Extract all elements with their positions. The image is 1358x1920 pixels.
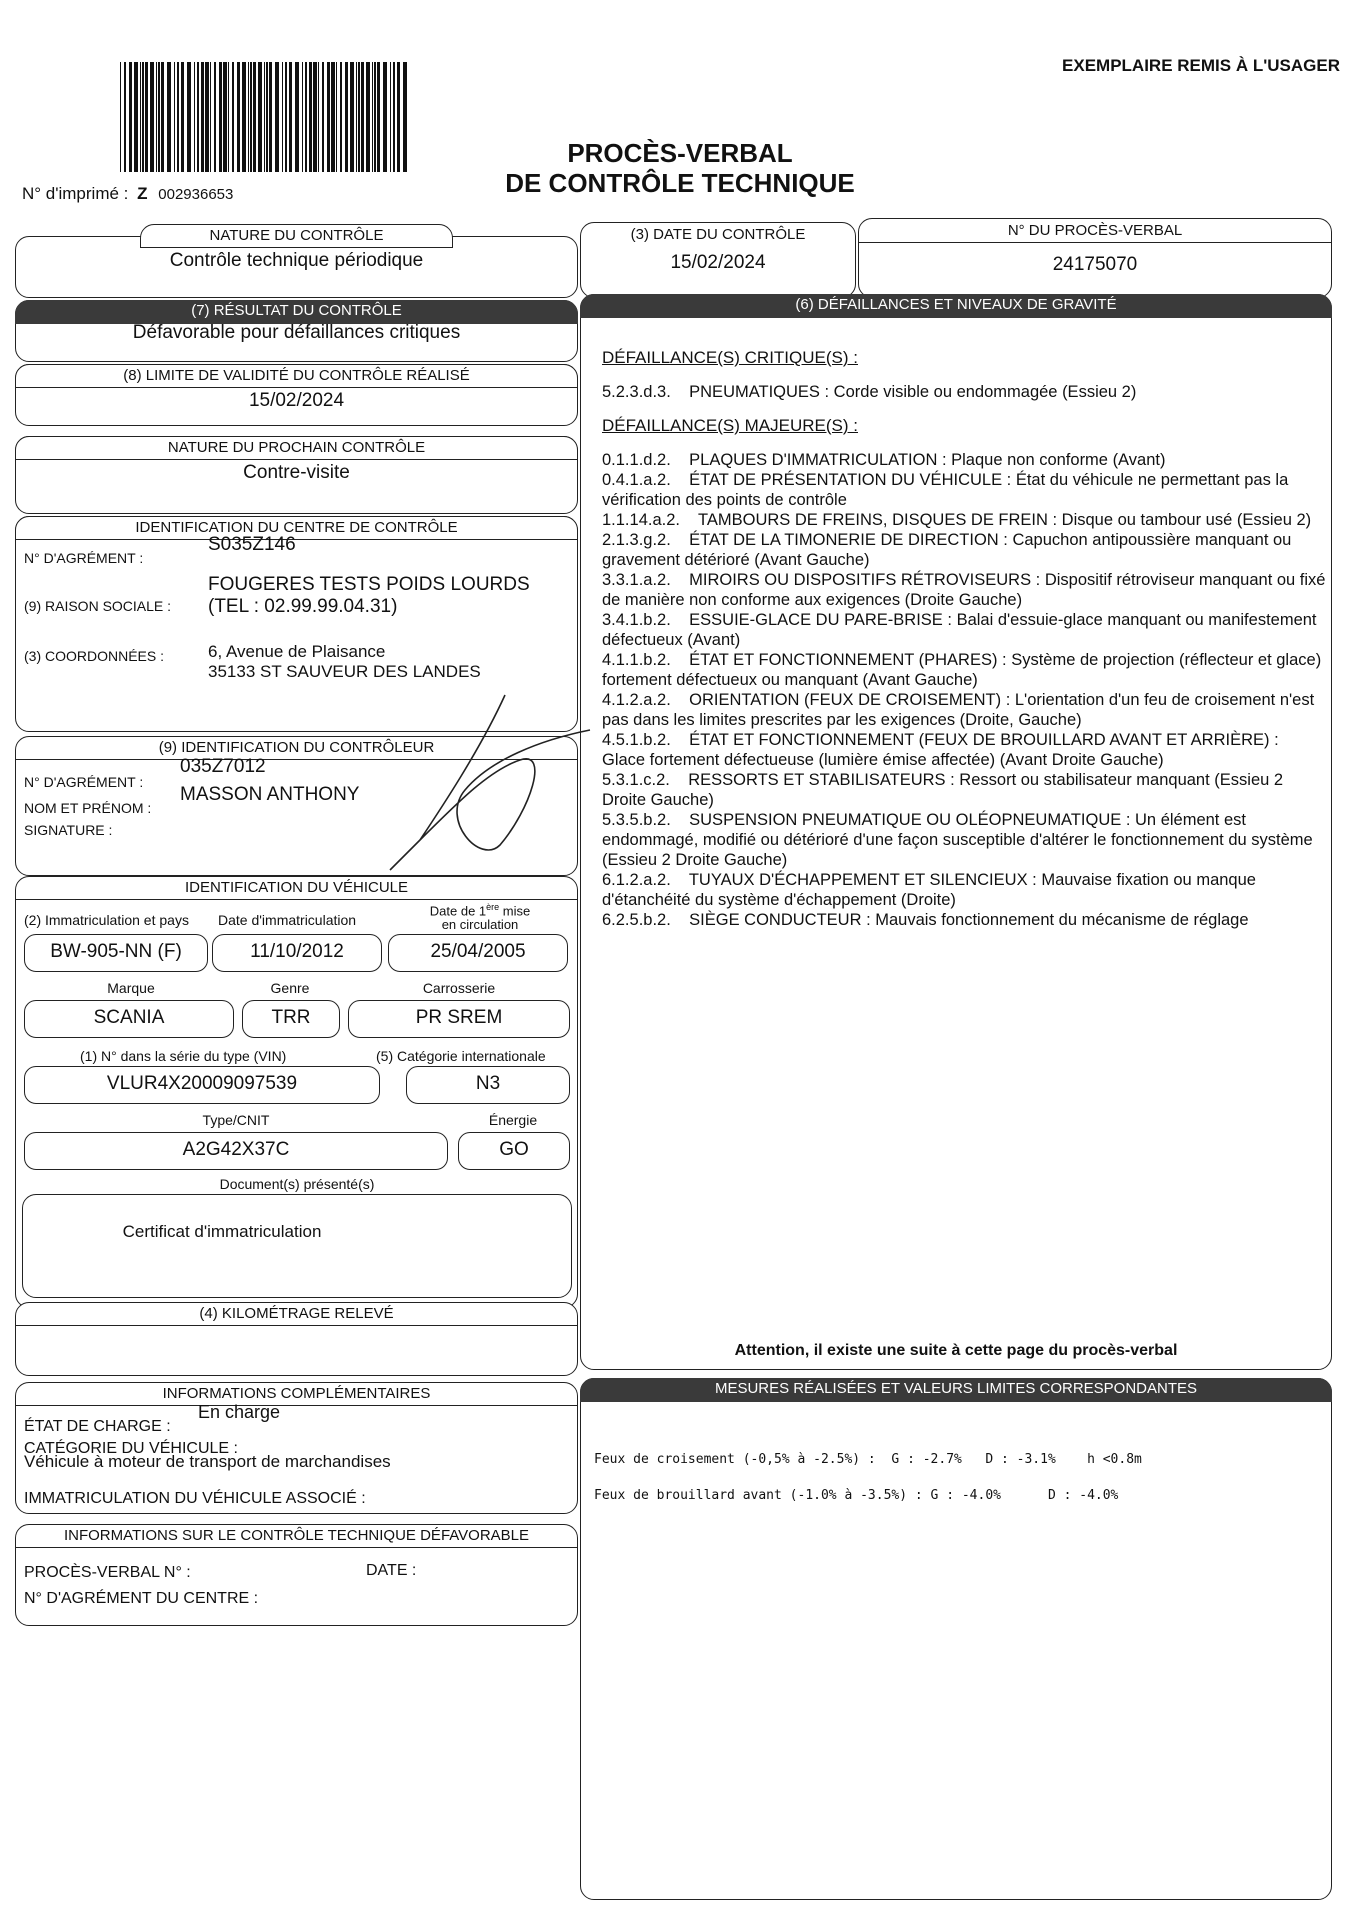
defect-item: 0.4.1.a.2. ÉTAT DE PRÉSENTATION DU VÉHICULE : État du véhicule ne permettant pas la vérification des points de contrôle <box>602 471 1293 509</box>
defect-item: 4.5.1.b.2. ÉTAT ET FONCTIONNEMENT (FEUX DE BROUILLARD AVANT ET ARRIÈRE) : Glace fortement défectueuse (lumière émise affectée) (Avant Droite Gauche) <box>602 731 1284 769</box>
barcode-bar <box>248 62 249 172</box>
etat-charge-label: ÉTAT DE CHARGE : <box>24 1418 171 1435</box>
barcode-bar <box>377 62 380 172</box>
centre-coord-line1: 6, Avenue de Plaisance <box>208 642 386 661</box>
vin-field: VLUR4X20009097539 <box>24 1066 380 1104</box>
critiques-heading: DÉFAILLANCE(S) CRITIQUE(S) : <box>602 348 858 367</box>
critiques-list <box>602 382 1326 402</box>
mise-circ-label-3: en circulation <box>441 917 519 933</box>
page-title-line1: PROCÈS-VERBAL <box>567 138 793 168</box>
vehicule-tab: IDENTIFICATION DU VÉHICULE <box>15 876 578 900</box>
barcode-bar <box>181 62 184 172</box>
numero-pv-label: N° DU PROCÈS-VERBAL <box>1007 222 1183 239</box>
barcode-bar <box>129 62 132 172</box>
carrosserie-field: PR SREM <box>348 1000 570 1038</box>
controleur-agrement: 035Z7012 <box>180 756 266 777</box>
defaillances-label: (6) DÉFAILLANCES ET NIVEAUX DE GRAVITÉ <box>795 296 1117 313</box>
barcode-bar <box>177 62 179 172</box>
barcode-bar <box>313 62 317 172</box>
barcode-bar <box>397 62 400 172</box>
date-immat-field: 11/10/2012 <box>212 934 382 972</box>
barcode-bar <box>161 62 164 172</box>
defect-item: 2.1.3.g.2. ÉTAT DE LA TIMONERIE DE DIRECTION : Capuchon antipoussière manquant ou gravement détérioré (Avant Gauche) <box>602 531 1296 569</box>
energie-label: Énergie <box>488 1112 538 1128</box>
infos-defav-tab: INFORMATIONS SUR LE CONTRÔLE TECHNIQUE DÉFAVORABLE <box>15 1524 578 1548</box>
print-number <box>22 184 233 204</box>
barcode-bar <box>390 62 391 172</box>
defect-item: 0.1.1.d.2. PLAQUES D'IMMATRICULATION : Plaque non conforme (Avant) <box>602 451 1166 469</box>
barcode-bar <box>232 62 234 172</box>
barcode-bar <box>145 62 148 172</box>
prochain-controle-value: Contre-visite <box>243 462 350 483</box>
documents-label: Document(s) présenté(s) <box>219 1176 375 1192</box>
limite-validite-tab: (8) LIMITE DE VALIDITÉ DU CONTRÔLE RÉALISÉ <box>15 364 578 388</box>
barcode-bar <box>350 62 354 172</box>
barcode-bar <box>197 62 199 172</box>
barcode-bar <box>305 62 307 172</box>
defaillances-content <box>602 348 1331 930</box>
mesure-line-1: Feux de croisement (-0,5% à -2.5%) : G : -2.7% D : -3.1% h <0.8m <box>594 1452 1142 1467</box>
defect-item: 5.3.5.b.2. SUSPENSION PNEUMATIQUE OU OLÉOPNEUMATIQUE : Un élément est endommagé, modifié ou détérioré d'une façon susceptible d'altérer le fonctionnement du système (Essieu 2 Droite Gauche) <box>602 811 1318 869</box>
centre-agrement: S035Z146 <box>208 534 296 555</box>
defect-item: 6.2.5.b.2. SIÈGE CONDUCTEUR : Mauvais fonctionnement du mécanisme de réglage <box>602 911 1249 929</box>
attention-note: Attention, il existe une suite à cette page du procès-verbal <box>734 1342 1178 1359</box>
barcode-bar <box>124 62 126 172</box>
barcode-bar <box>142 62 144 172</box>
barcode-bar <box>156 62 157 172</box>
print-number-value: 002936653 <box>158 186 234 203</box>
vin-label: (1) N° dans la série du type (VIN) <box>80 1048 287 1064</box>
barcode-bar <box>214 62 216 172</box>
barcode-bar <box>187 62 191 172</box>
barcode-bar <box>120 62 121 172</box>
controleur-nom-label: NOM ET PRÉNOM : <box>24 800 152 816</box>
genre-field: TRR <box>242 1000 340 1038</box>
barcode-bar <box>403 62 407 172</box>
marque-field: SCANIA <box>24 1000 234 1038</box>
mise-circ-field: 25/04/2005 <box>388 934 568 972</box>
barcode-bar <box>361 62 364 172</box>
centre-coord-line2: 35133 ST SAUVEUR DES LANDES <box>208 662 481 681</box>
defect-item: 6.1.2.a.2. TUYAUX D'ÉCHAPPEMENT ET SILENCIEUX : Mauvaise fixation ou manque d'étanchéité du système d'échappement (Droite) <box>602 871 1261 909</box>
barcode-bar <box>150 62 154 172</box>
copy-label: EXEMPLAIRE REMIS À L'USAGER <box>1062 56 1340 75</box>
barcode-bar <box>289 62 292 172</box>
infos-comp-tab: INFORMATIONS COMPLÉMENTAIRES <box>15 1382 578 1406</box>
controleur-signature-label: SIGNATURE : <box>24 822 113 838</box>
carrosserie-label: Carrosserie <box>422 980 496 996</box>
mesures-label: MESURES RÉALISÉES ET VALEURS LIMITES CORRESPONDANTES <box>714 1380 1198 1397</box>
mise-circ-label-2: mise <box>499 903 531 919</box>
date-controle-label: (3) DATE DU CONTRÔLE <box>630 226 806 243</box>
barcode-bar <box>158 62 160 172</box>
centre-agrement-defav-label: N° D'AGRÉMENT DU CENTRE : <box>24 1590 259 1607</box>
barcode-bar <box>228 62 229 172</box>
barcode-bar <box>331 62 335 172</box>
barcode-bar <box>264 62 265 172</box>
defect-item: 3.3.1.a.2. MIROIRS OU DISPOSITIFS RÉTROVISEURS : Dispositif rétroviseur manquant ou fixé de manière non conforme aux exigences (Droite Gauche) <box>602 571 1331 609</box>
centre-tab: IDENTIFICATION DU CENTRE DE CONTRÔLE <box>15 516 578 540</box>
barcode-bar <box>210 62 211 172</box>
majeures-heading: DÉFAILLANCE(S) MAJEURE(S) : <box>602 416 858 435</box>
energie-field: GO <box>458 1132 570 1170</box>
immat-field: BW-905-NN (F) <box>24 934 208 972</box>
defect-item: 1.1.14.a.2. TAMBOURS DE FREINS, DISQUES DE FREIN : Disque ou tambour usé (Essieu 2) <box>602 511 1312 529</box>
barcode-bar <box>269 62 272 172</box>
resultat-value: Défavorable pour défaillances critiques <box>132 322 461 343</box>
defect-item: 4.1.2.a.2. ORIENTATION (FEUX DE CROISEMENT) : L'orientation d'un feu de croisement n'est pas dans les limites prescrites par les exigences (Droite, Gauche) <box>602 691 1319 729</box>
barcode-bar <box>167 62 171 172</box>
mesure-line-2: Feux de brouillard avant (-1.0% à -3.5%) : G : -4.0% D : -4.0% <box>594 1488 1119 1503</box>
page-title <box>460 138 900 198</box>
page-title-line2: DE CONTRÔLE TECHNIQUE <box>505 168 855 198</box>
barcode-bar <box>345 62 348 172</box>
centre-raison-label: (9) RAISON SOCIALE : <box>24 598 172 614</box>
centre-coord-label: (3) COORDONNÉES : <box>24 648 165 664</box>
print-number-label: N° d'imprimé : <box>22 184 129 203</box>
centre-agrement-label: N° D'AGRÉMENT : <box>24 550 144 566</box>
print-number-prefix: Z <box>137 184 148 203</box>
resultat-label: (7) RÉSULTAT DU CONTRÔLE <box>191 302 402 319</box>
controleur-tab: (9) IDENTIFICATION DU CONTRÔLEUR <box>15 736 578 760</box>
prochain-controle-tab: NATURE DU PROCHAIN CONTRÔLE <box>15 436 578 460</box>
mise-circ-label-1: Date de 1 <box>429 903 487 919</box>
categorie-vehicule-value: Véhicule à moteur de transport de marchandises <box>24 1452 391 1471</box>
barcode-bar <box>201 62 204 172</box>
mise-circ-label <box>390 900 570 932</box>
barcode-bar <box>275 62 279 172</box>
centre-raison-line2: (TEL : 02.99.99.04.31) <box>208 596 398 617</box>
barcode <box>120 62 412 174</box>
barcode-bar <box>318 62 319 172</box>
pv-numero-label: PROCÈS-VERBAL N° : <box>24 1564 191 1581</box>
barcode-bar <box>140 62 141 172</box>
etat-charge-value: En charge <box>198 1402 281 1422</box>
numero-pv-value: 24175070 <box>1052 254 1138 275</box>
barcode-bar <box>358 62 360 172</box>
categorie-field: N3 <box>406 1066 570 1104</box>
barcode-bar <box>327 62 330 172</box>
barcode-bar <box>336 62 337 172</box>
barcode-bar <box>383 62 387 172</box>
barcode-bar <box>134 62 138 172</box>
centre-raison-line1: FOUGERES TESTS POIDS LOURDS <box>208 574 530 595</box>
barcode-bar <box>253 62 256 172</box>
nature-controle-tab: NATURE DU CONTRÔLE <box>140 224 453 248</box>
type-label: Type/CNIT <box>202 1112 270 1128</box>
barcode-bar <box>309 62 312 172</box>
defect-item: 5.3.1.c.2. RESSORTS ET STABILISATEURS : Ressort ou stabilisateur manquant (Essieu 2 Droite Gauche) <box>602 771 1288 809</box>
barcode-bar <box>174 62 175 172</box>
barcode-bar <box>194 62 195 172</box>
barcode-bar <box>258 62 262 172</box>
barcode-bar <box>282 62 283 172</box>
date-controle-value: 15/02/2024 <box>670 252 766 273</box>
immat-label: (2) Immatriculation et pays <box>24 912 189 928</box>
barcode-bar <box>322 62 324 172</box>
barcode-bar <box>219 62 222 172</box>
immat-associe-label: IMMATRICULATION DU VÉHICULE ASSOCIÉ : <box>24 1490 366 1507</box>
barcode-bar <box>372 62 373 172</box>
barcode-bar <box>374 62 376 172</box>
numero-pv-line <box>858 242 1332 243</box>
barcode-bar <box>393 62 395 172</box>
majeures-list <box>602 450 1331 930</box>
defect-item: 3.4.1.b.2. ESSUIE-GLACE DU PARE-BRISE : Balai d'essuie-glace manquant ou manifestement défectueux (Avant) <box>602 611 1322 649</box>
date-immat-label: Date d'immatriculation <box>218 912 357 928</box>
controleur-nom: MASSON ANTHONY <box>180 784 360 805</box>
limite-validite-value: 15/02/2024 <box>248 390 345 411</box>
barcode-bar <box>295 62 299 172</box>
barcode-bar <box>366 62 370 172</box>
barcode-bar <box>285 62 287 172</box>
cat-label: (5) Catégorie internationale <box>376 1048 546 1064</box>
categorie-vehicule-label: CATÉGORIE DU VÉHICULE : <box>24 1440 238 1457</box>
mise-circ-label-sup: ère <box>486 902 500 912</box>
defect-item: 5.2.3.d.3. PNEUMATIQUES : Corde visible ou endommagée (Essieu 2) <box>602 383 1137 401</box>
genre-label: Genre <box>270 980 310 996</box>
nature-controle-value: Contrôle technique périodique <box>169 250 424 271</box>
barcode-bar <box>302 62 303 172</box>
barcode-bar <box>356 62 357 172</box>
barcode-bar <box>250 62 252 172</box>
defect-item: 4.1.1.b.2. ÉTAT ET FONCTIONNEMENT (PHARES) : Système de projection (réflecteur et glace) fortement défectueux ou manquant (Avant Gauche) <box>602 651 1326 689</box>
pv-date-label: DATE : <box>366 1562 417 1579</box>
marque-label: Marque <box>107 980 155 996</box>
barcode-bar <box>266 62 268 172</box>
barcode-bar <box>340 62 342 172</box>
barcode-bar <box>237 62 240 172</box>
barcode-bar <box>205 62 209 172</box>
documents-field <box>22 1194 572 1298</box>
barcode-bar <box>242 62 246 172</box>
type-field: A2G42X37C <box>24 1132 448 1170</box>
controleur-agrement-label: N° D'AGRÉMENT : <box>24 774 144 790</box>
kilometrage-tab: (4) KILOMÉTRAGE RELEVÉ <box>15 1302 578 1326</box>
documents-value: Certificat d'immatriculation <box>122 1222 322 1241</box>
barcode-bar <box>223 62 227 172</box>
